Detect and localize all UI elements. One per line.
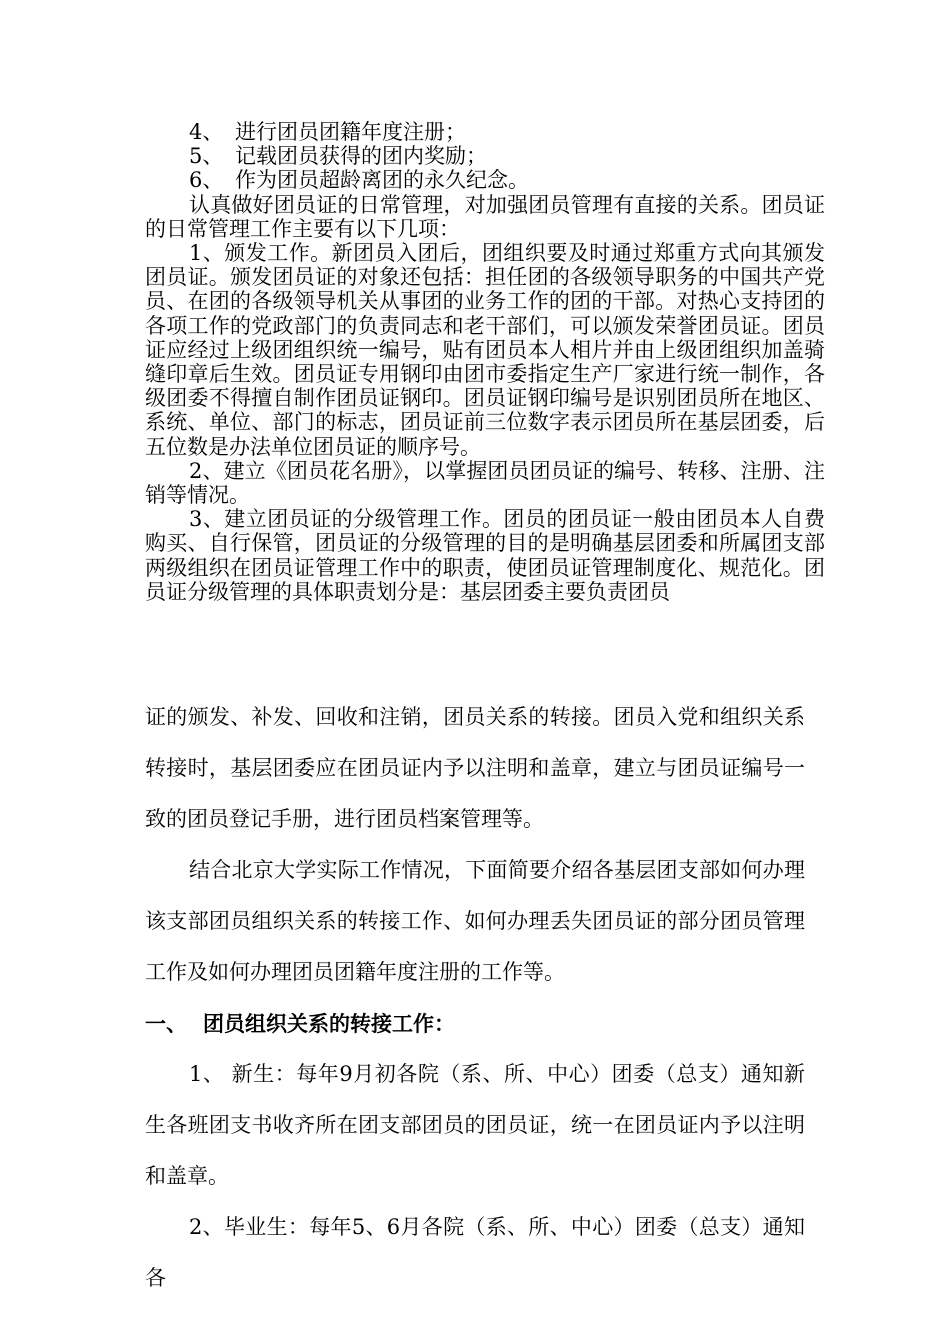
list-item — [145, 120, 825, 144]
list-number: 5、 — [189, 144, 224, 169]
section-number: 一、 — [145, 1011, 187, 1036]
sparse-text-block — [145, 692, 805, 1304]
intro-paragraph: 认真做好团员证的日常管理，对加强团员管理有直接的关系。团员证的日常管理工作主要有以下几项： — [145, 192, 825, 241]
list-number: 4、 — [189, 120, 224, 144]
issuance-paragraph: 1、颁发工作。新团员入团后，团组织要及时通过郑重方式向其颁发团员证。颁发团员证的对象还包括：担任团的各级领导职务的中国共产党员、在团的各级领导机关从事团的业务工作的团的干部。对热心支持团的各项工作的党政部门的负责同志和老干部们，可以颁发荣誉团员证。团员证应经过上级团组织统一编号，贴有团员本人相片并由上级团组织加盖骑缝印章后生效。团员证专用钢印由团市委指定生产厂家进行统一制作，各级团委不得擅自制作团员证钢印。团员证钢印编号是识别团员所在地区、系统、单位、部门的标志，团员证前三位数字表示团员所在基层团委，后五位数是办法单位团员证的顺序号。 — [145, 241, 825, 459]
graduate-paragraph: 2、毕业生：每年5、6月各院（系、所、中心）团委（总支）通知各 — [145, 1215, 805, 1290]
continuation-paragraph: 证的颁发、补发、回收和注销，团员关系的转接。团员入党和组织关系转接时，基层团委应在团员证内予以注明和盖章，建立与团员证编号一致的团员登记手册，进行团员档案管理等。 — [145, 705, 805, 831]
freshman-paragraph: 1、 新生：每年9月初各院（系、所、中心）团委（总支）通知新生各班团支书收齐所在团支部团员的团员证，统一在团员证内予以注明和盖章。 — [145, 1062, 805, 1188]
list-number: 6、 — [189, 168, 224, 193]
list-item — [145, 144, 825, 168]
beida-paragraph: 结合北京大学实际工作情况，下面简要介绍各基层团支部如何办理该支部团员组织关系的转接工作、如何办理丢失团员证的部分团员管理工作及如何办理团员团籍年度注册的工作等。 — [145, 858, 805, 984]
section-title: 团员组织关系的转接工作： — [203, 1011, 455, 1036]
dense-text-block — [145, 120, 825, 604]
section-heading — [145, 998, 805, 1049]
list-item — [145, 168, 825, 192]
list-text: 进行团员团籍年度注册； — [235, 120, 466, 144]
list-text: 记载团员获得的团内奖励； — [235, 144, 487, 169]
roster-paragraph: 2、建立《团员花名册》，以掌握团员团员证的编号、转移、注册、注销等情况。 — [145, 458, 825, 508]
list-text: 作为团员超龄离团的永久纪念。 — [235, 168, 529, 193]
tiered-management-paragraph: 3、建立团员证的分级管理工作。团员的团员证一般由团员本人自费购买、自行保管，团员证的分级管理的目的是明确基层团委和所属团支部两级组织在团员证管理工作中的职责，使团员证管理制度化、规范化。团员证分级管理的具体职责划分是：基层团委主要负责团员 — [145, 507, 825, 604]
